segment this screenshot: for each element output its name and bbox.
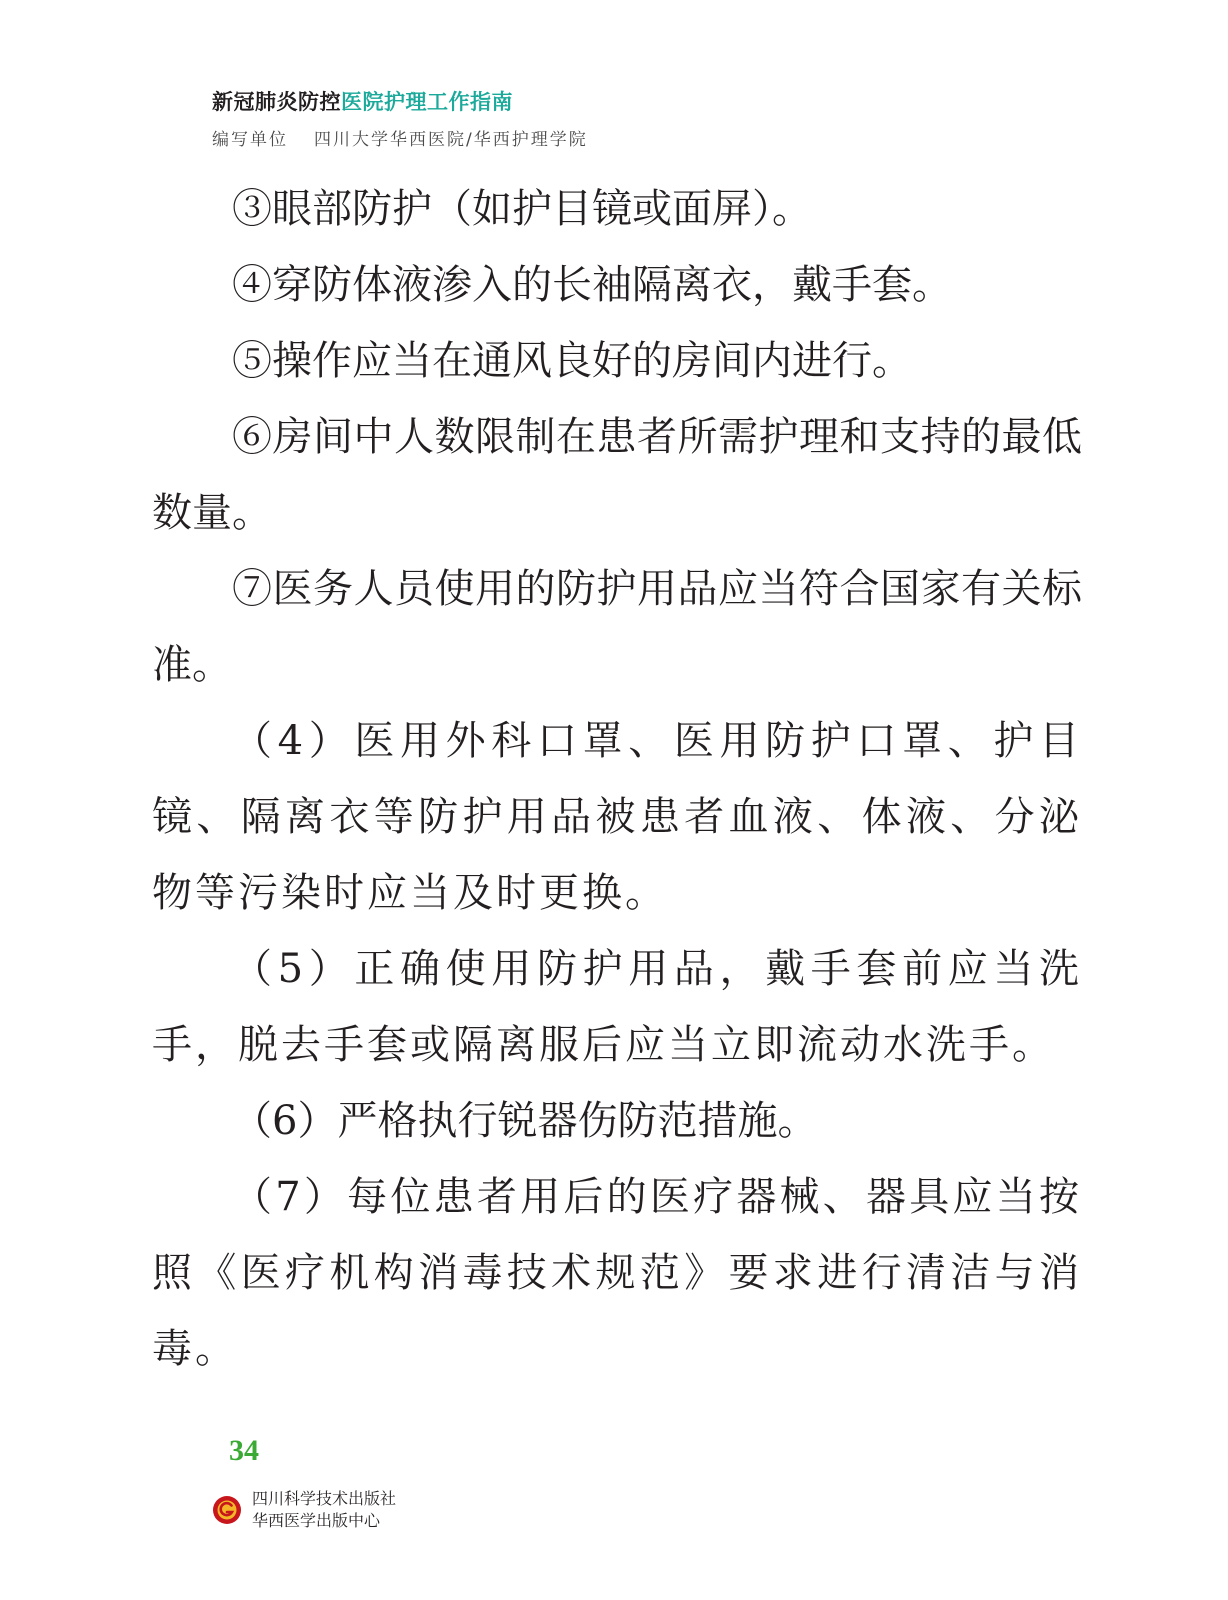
paragraph: （7）每位患者用后的医疗器械、器具应当按照《医疗机构消毒技术规范》要求进行清洁与消毒。 (152, 1174, 1082, 1372)
compiler-label: 编写单位 (212, 130, 288, 150)
book-title-accent: 医院护理工作指南 (341, 90, 513, 114)
compiler-name: 四川大学华西医院/华西护理学院 (314, 130, 588, 150)
book-title (212, 86, 588, 116)
paragraph: ⑤操作应当在通风良好的房间内进行。 (232, 338, 912, 384)
paragraph: （5）正确使用防护用品，戴手套前应当洗手，脱去手套或隔离服后应当立即流动水洗手。 (152, 946, 1082, 1068)
page-number: 34 (229, 1434, 259, 1467)
publisher-name: 四川科学技术出版社 (252, 1489, 397, 1508)
book-title-prefix: 新冠肺炎防控 (212, 90, 341, 114)
publisher-logo-icon (212, 1495, 242, 1525)
paragraph: ④穿防体液渗入的长袖隔离衣，戴手套。 (232, 262, 952, 308)
publisher-names (252, 1488, 396, 1532)
running-header (212, 86, 588, 150)
paragraph: ⑥房间中人数限制在患者所需护理和支持的最低数量。 (152, 414, 1082, 536)
paragraph: （4）医用外科口罩、医用防护口罩、护目镜、隔离衣等防护用品被患者血液、体液、分泌物等污染时应当及时更换。 (152, 718, 1082, 916)
body-text (152, 171, 1082, 1387)
compiler-line (212, 125, 588, 150)
paragraph: （6）严格执行锐器伤防范措施。 (232, 1098, 818, 1144)
paragraph: ⑦医务人员使用的防护用品应当符合国家有关标准。 (152, 566, 1082, 688)
paragraph: ③眼部防护（如护目镜或面屏）。 (232, 186, 812, 232)
publisher-footer (212, 1488, 396, 1532)
publisher-division: 华西医学出版中心 (252, 1511, 381, 1530)
